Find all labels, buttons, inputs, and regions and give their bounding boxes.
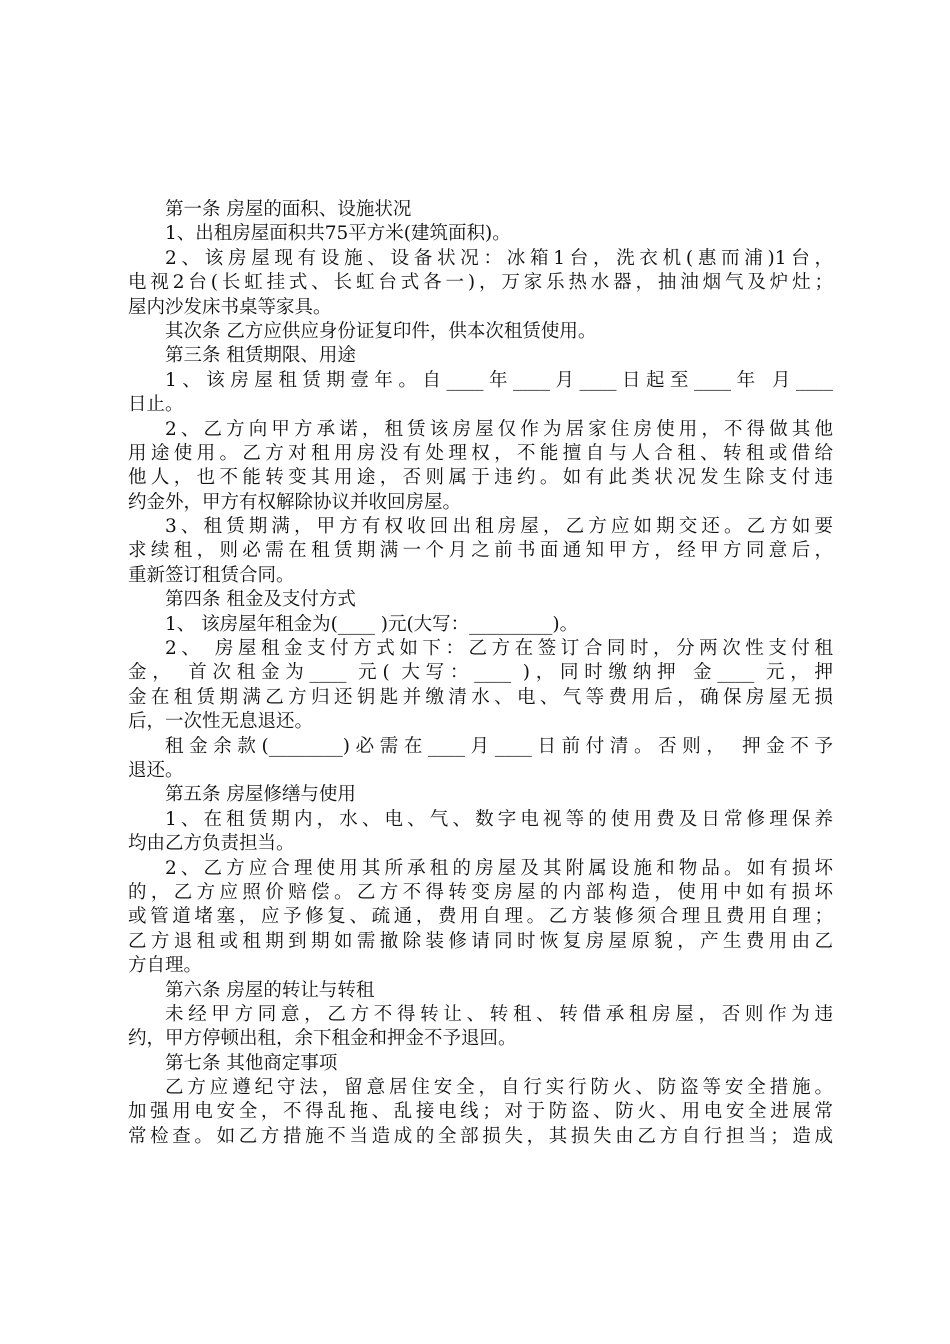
text-line: 租金余款(________)必需在____月____日前付清。否则， 押金不予 — [165, 735, 833, 757]
text-line: 约金外，甲方有权解除协议并收回房屋。 — [128, 491, 462, 513]
text-line: 第四条 租金及支付方式 — [165, 589, 356, 611]
text-line: 乙方应遵纪守法，留意居住安全，自行实行防火、防盗等安全措施。 — [165, 1077, 833, 1099]
text-line: 金， 首次租金为____ 元( 大写：____ )，同时缴纳押 金____ 元，押 — [128, 662, 833, 684]
text-line: 均由乙方负责担当。 — [128, 833, 295, 855]
text-line: 第六条 房屋的转让与转租 — [165, 979, 375, 1001]
text-line: 退还。 — [128, 759, 184, 781]
text-line: 乙方退租或租期到期如需撤除装修请同时恢复房屋原貌，产生费用由乙 — [128, 930, 833, 952]
text-line: 重新签订租赁合同。 — [128, 564, 295, 586]
text-line: 未经甲方同意，乙方不得转让、转租、转借承租房屋，否则作为违 — [165, 1003, 833, 1025]
text-line: 的，乙方应照价赔偿。乙方不得转变房屋的内部构造，使用中如有损坏 — [128, 881, 833, 903]
text-line: 日止。 — [128, 394, 184, 416]
text-line: 约，甲方停顿出租，余下租金和押金不予退回。 — [128, 1028, 517, 1050]
text-line: 1、出租房屋面积共75平方米(建筑面积)。 — [165, 223, 511, 245]
text-line: 方自理。 — [128, 955, 203, 977]
text-line: 或管道堵塞，应予修复、疏通，费用自理。乙方装修须合理且费用自理； — [128, 906, 833, 928]
text-line: 2、该房屋现有设施、设备状况：冰箱1台，洗衣机(惠而浦)1台， — [165, 247, 833, 269]
text-line: 3、租赁期满，甲方有权收回出租房屋，乙方应如期交还。乙方如要 — [165, 516, 833, 538]
text-line: 2、乙方应合理使用其所承租的房屋及其附属设施和物品。如有损坏 — [165, 857, 833, 879]
text-line: 常检查。如乙方措施不当造成的全部损失，其损失由乙方自行担当；造成 — [128, 1125, 833, 1147]
text-line: 用途使用。乙方对租用房没有处理权，不能擅自与人合租、转租或借给 — [128, 442, 833, 464]
text-line: 求续租，则必需在租赁期满一个月之前书面通知甲方，经甲方同意后， — [128, 540, 833, 562]
text-line: 第五条 房屋修缮与使用 — [165, 784, 356, 806]
text-line: 后，一次性无息退还。 — [128, 711, 314, 733]
text-line: 其次条 乙方应供应身份证复印件，供本次租赁使用。 — [165, 320, 597, 342]
text-line: 1、在租赁期内，水、电、气、数字电视等的使用费及日常修理保养 — [165, 808, 833, 830]
text-line: 电视2台(长虹挂式、长虹台式各一)，万家乐热水器，抽油烟气及炉灶； — [128, 272, 833, 294]
text-line: 第一条 房屋的面积、设施状况 — [165, 199, 412, 220]
text-line: 1、 该房屋年租金为(____ )元(大写：_________)。 — [165, 613, 579, 635]
text-line: 2、 房屋租金支付方式如下：乙方在签订合同时，分两次性支付租 — [165, 638, 833, 660]
text-line: 第三条 租赁期限、用途 — [165, 345, 356, 367]
contract-body — [128, 198, 833, 1149]
text-line: 他人，也不能转变其用途，否则属于违约。如有此类状况发生除支付违 — [128, 467, 833, 489]
text-line: 第七条 其他商定事项 — [165, 1052, 338, 1074]
text-line: 屋内沙发床书桌等家具。 — [128, 296, 332, 318]
text-line: 金在租赁期满乙方归还钥匙并缴清水、电、气等费用后，确保房屋无损 — [128, 686, 833, 708]
text-line: 加强用电安全，不得乱拖、乱接电线；对于防盗、防火、用电安全进展常 — [128, 1101, 833, 1123]
text-line: 1、该房屋租赁期壹年。自____年____月____日起至____年 月____ — [165, 369, 833, 391]
text-line: 2、乙方向甲方承诺，租赁该房屋仅作为居家住房使用，不得做其他 — [165, 418, 833, 440]
